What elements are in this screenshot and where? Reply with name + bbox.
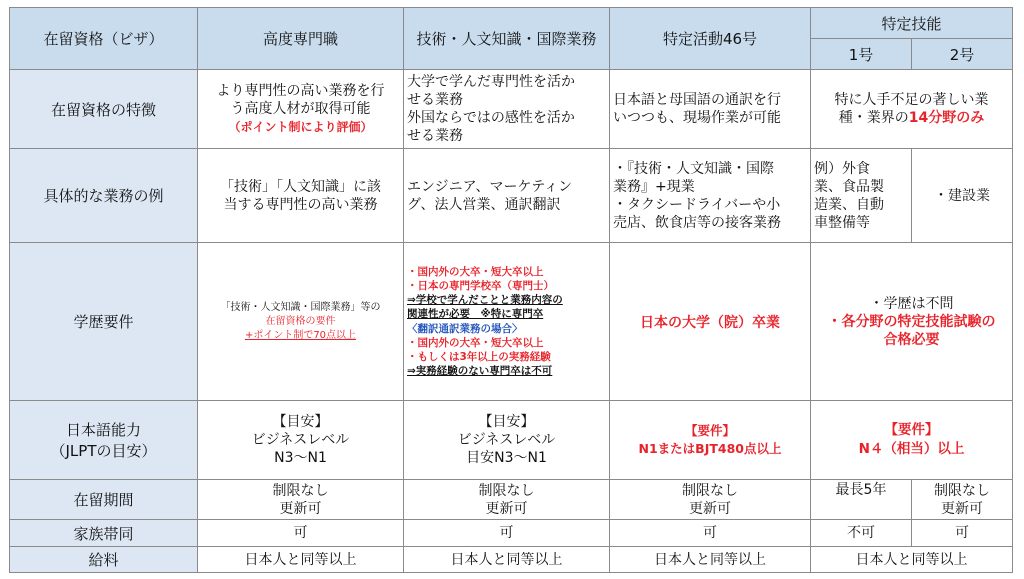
row-japanese [10,401,1013,480]
text-line: 大学で学んだ専門性を活か [407,74,575,90]
row-education [10,243,1013,401]
text-line: ⇒実務経験のない専門卒は不可 [407,365,553,378]
examples-designated-46 [610,149,811,243]
text-line [814,109,1009,127]
text-line: ・タクシードライバーや小 [613,196,781,213]
text-line: ⇒学校で学んだことと業務内容の [407,294,563,307]
text-line: （JLPTの目安） [50,442,157,460]
text-line: せる業務 [407,128,463,144]
text-line: N1またはBJT480点以上 [638,441,782,456]
text-line: より専門性の高い業務を行 [216,83,385,99]
education-highly-skilled [198,243,404,401]
row-label-features: 在留資格の特徴 [10,70,198,149]
text-line: 制限なし [934,482,990,499]
text-line: 業、食品製 [814,178,884,195]
salary-highly-skilled: 日本人と同等以上 [198,547,404,573]
text-line: 造業、自動 [814,196,884,213]
text-line: いつつも、現場作業が可能 [613,110,781,126]
point-requirement: +ポイント制で70点以上 [244,329,357,341]
text-fragment: 種・業界の [838,110,909,126]
text-line: 在留資格の要件 [265,315,336,327]
text-line: 「技術・人文知識・国際業務」等の [220,301,381,313]
family-engineer: 可 [404,520,610,547]
text-line: ・日本の専門学校卒（専門士） [407,279,554,292]
features-designated-46 [610,70,811,149]
japanese-engineer [404,401,610,480]
text-line: 例）外食 [814,160,870,177]
text-line: 制限なし [272,482,329,499]
text-line: ・もしくは3年以上の実務経験 [407,350,551,363]
row-label-examples: 具体的な業務の例 [10,149,198,243]
text-line: 特に人手不足の著しい業 [834,92,989,108]
text-line: 当する専門性の高い業務 [223,196,378,213]
header-specified-skilled: 特定技能 [811,8,1013,39]
education-designated-46: 日本の大学（院）卒業 [610,243,811,401]
row-features [10,70,1013,149]
period-specified-2 [912,480,1013,520]
text-line: 更新可 [279,500,322,517]
header-highly-skilled: 高度専門職 [198,8,404,70]
text-line: 車整備等 [814,214,870,231]
family-specified-2: 可 [912,520,1013,547]
text-line: 「技術」「人文知識」に該 [220,178,381,195]
row-label-education: 学歴要件 [10,243,198,401]
header-visa-type: 在留資格（ビザ） [10,8,198,70]
text-line: 売店、飲食店等の接客業務 [613,214,781,231]
text-line: グ、法人営業、通訳翻訳 [407,196,561,213]
salary-designated-46: 日本人と同等以上 [610,547,811,573]
period-designated-46 [610,480,811,520]
japanese-designated-46 [610,401,811,480]
text-line: 制限なし [478,482,535,499]
text-line: N3〜N1 [274,450,327,466]
examples-specified-1 [811,149,912,243]
period-engineer [404,480,610,520]
header-designated-46: 特定活動46号 [610,8,811,70]
text-line: 業務』+現業 [613,178,695,195]
text-line: 制限なし [682,482,738,499]
text-line: ・国内外の大卒・短大卒以上 [407,336,544,349]
text-line: 日本語と母国語の通訳を行 [613,92,781,108]
text-line: 日本語能力 [65,421,141,439]
education-specified [811,243,1013,401]
examples-highly-skilled [198,149,404,243]
salary-engineer: 日本人と同等以上 [404,547,610,573]
row-label-family: 家族帯同 [10,520,198,547]
examples-specified-2: ・建設業 [912,149,1013,243]
family-designated-46: 可 [610,520,811,547]
fourteen-fields-note: 14分野のみ [908,110,985,126]
header-engineer-humanities: 技術・人文知識・国際業務 [404,8,610,70]
text-line: 外国ならではの感性を活か [407,110,575,126]
family-highly-skilled: 可 [198,520,404,547]
text-line: ・各分野の特定技能試験の [827,313,996,330]
text-line: ・国内外の大卒・短大卒以上 [407,265,544,278]
row-label-salary: 給料 [10,547,198,573]
text-line: 更新可 [941,500,983,517]
japanese-highly-skilled [198,401,404,480]
period-specified-1: 最長5年 [811,480,912,520]
text-line: ビジネスレベル [251,432,350,448]
header-specified-1: 1号 [811,39,912,70]
row-label-period: 在留期間 [10,480,198,520]
text-line: 関連性が必要 ※特に専門卒 [407,308,544,321]
header-specified-2: 2号 [912,39,1013,70]
salary-specified: 日本人と同等以上 [811,547,1013,573]
text-line: エンジニア、マーケティン [407,178,573,195]
text-line: 更新可 [689,500,731,517]
features-highly-skilled [198,70,404,149]
row-label-japanese [10,401,198,480]
text-line: ・学歴は不問 [869,295,954,312]
education-engineer [404,243,610,401]
period-highly-skilled [198,480,404,520]
features-specified [811,70,1013,149]
text-line: 【要件】 [884,422,939,438]
text-line: ビジネスレベル [457,432,556,448]
point-system-note: （ポイント制により評価） [228,120,373,134]
text-line: ・『技術・人文知識・国際 [613,160,774,177]
text-line: 【目安】 [478,414,535,430]
text-line: う高度人材が取得可能 [230,101,371,117]
text-line: 更新可 [485,500,528,517]
row-period [10,480,1013,520]
text-line: せる業務 [407,92,463,108]
visa-comparison-table [9,7,1013,573]
row-family [10,520,1013,547]
examples-engineer [404,149,610,243]
text-line: 目安N3〜N1 [466,450,547,466]
row-salary [10,547,1013,573]
features-engineer [404,70,610,149]
family-specified-1: 不可 [811,520,912,547]
translation-note: 〈翻訳通訳業務の場合〉 [407,322,523,335]
text-line: 【要件】 [684,423,735,438]
text-line: 【目安】 [272,414,329,430]
text-line: 合格必要 [883,331,940,348]
japanese-specified [811,401,1013,480]
text-line: N４（相当）以上 [858,441,965,457]
row-examples [10,149,1013,243]
